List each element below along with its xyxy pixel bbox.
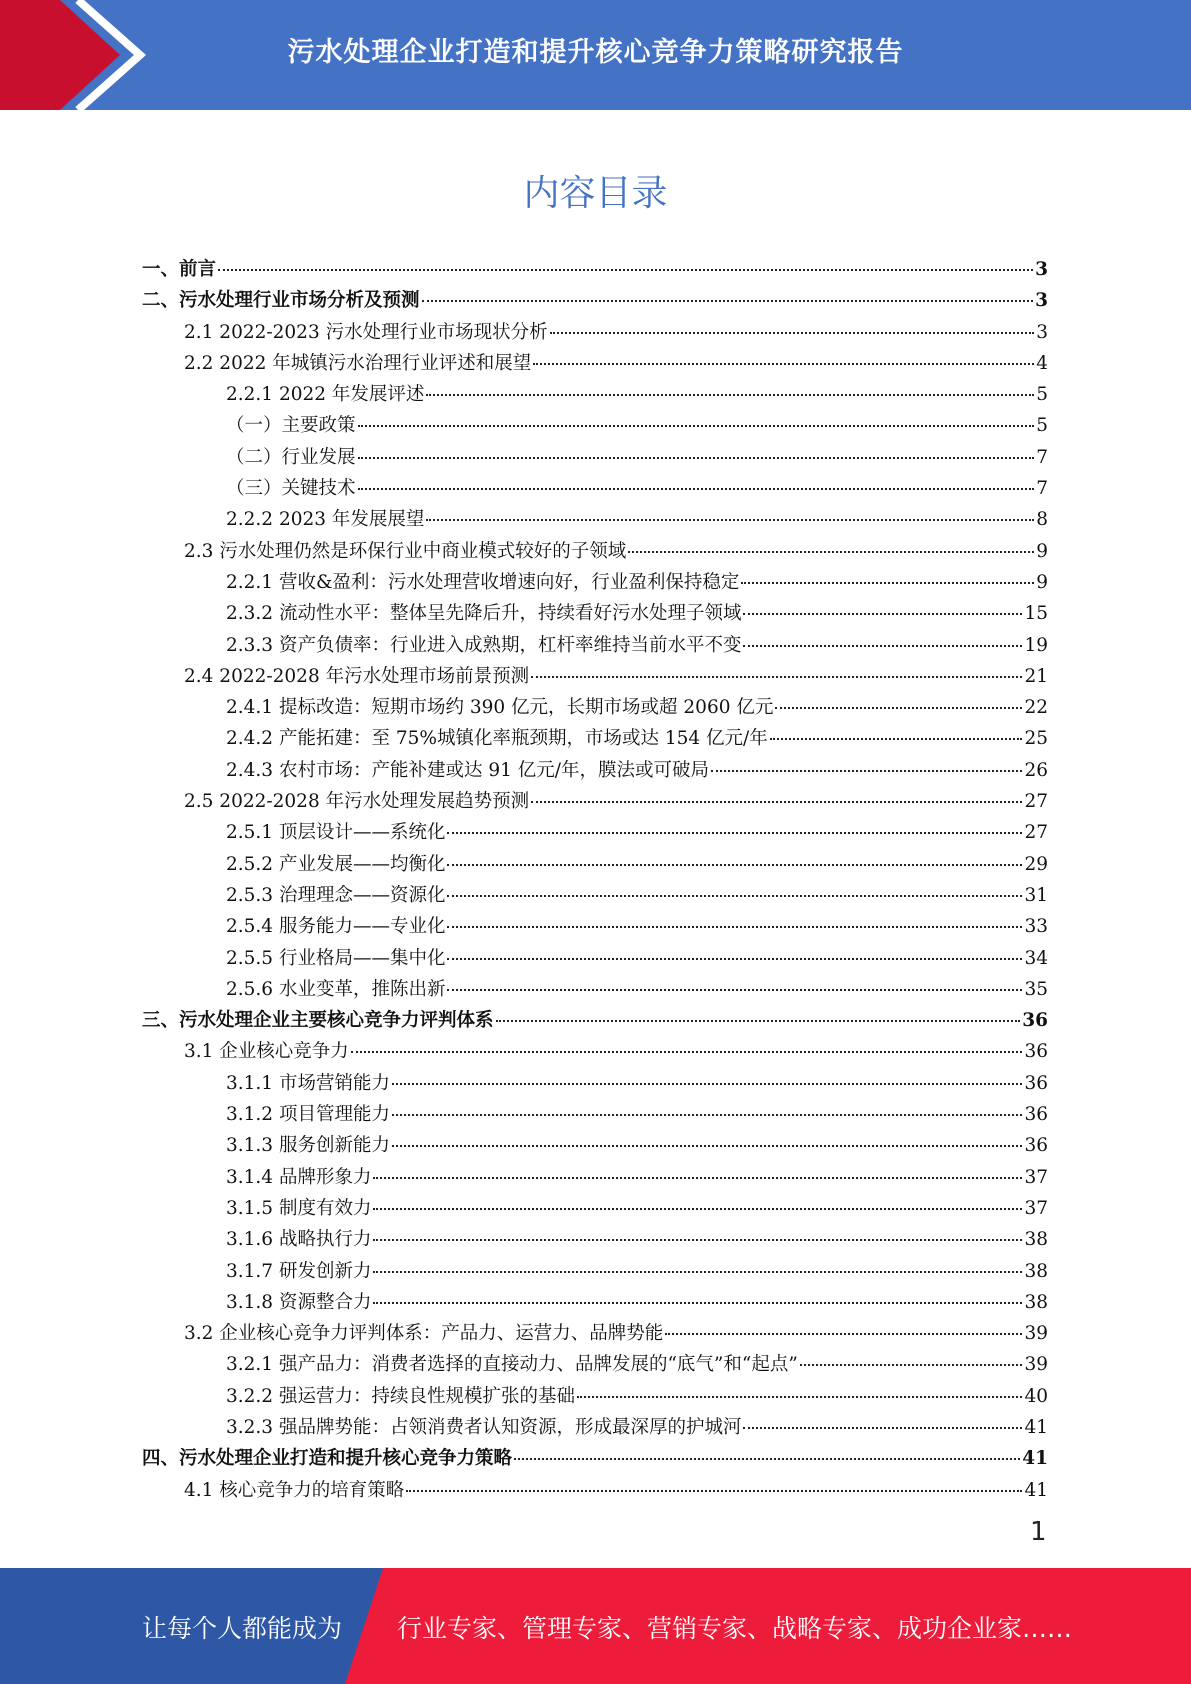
toc-dot-leader [447,908,1022,929]
toc-entry-title: 2.3.2 流动性水平：整体呈先降后升，持续看好污水处理子领域 [226,603,742,625]
toc-entry-title: 2.5.5 行业格局——集中化 [226,947,446,969]
toc-entry-page: 41 [1024,1416,1048,1438]
toc-dot-leader [358,438,1035,459]
toc-entry-page: 19 [1024,634,1048,656]
toc-dot-leader [373,1221,1022,1242]
toc-entry[interactable] [142,723,1048,754]
toc-entry-title: 2.5.4 服务能力——专业化 [226,916,446,938]
toc-dot-leader [373,1252,1022,1273]
toc-entry-title: 2.1 2022-2023 污水处理行业市场现状分析 [184,321,548,343]
toc-entry[interactable] [142,1318,1048,1349]
toc-entry[interactable] [142,536,1048,567]
toc-entry[interactable] [142,410,1048,441]
toc-entry-page: 36 [1024,1041,1048,1063]
toc-entry[interactable] [142,1162,1048,1193]
toc-entry[interactable] [142,379,1048,410]
toc-entry[interactable] [142,598,1048,629]
toc-entry-title: （二）行业发展 [226,446,356,468]
toc-entry-title: 四、污水处理企业打造和提升核心竞争力策略 [142,1448,513,1470]
toc-entry-page: 36 [1024,1104,1048,1126]
toc-entry-title: 3.1 企业核心竞争力 [184,1041,349,1063]
toc-entry-page: 36 [1022,1010,1048,1032]
toc-entry[interactable] [142,1130,1048,1161]
toc-entry-title: 2.2.2 2023 年发展展望 [226,509,425,531]
toc-entry[interactable] [142,1099,1048,1130]
toc-entry-page: 15 [1024,603,1048,625]
toc-dot-leader [406,1471,1022,1492]
toc-dot-leader [741,563,1034,584]
toc-entry[interactable] [142,1005,1048,1036]
toc-entry[interactable] [142,1381,1048,1412]
toc-entry[interactable] [142,1412,1048,1443]
toc-dot-leader [392,1064,1022,1085]
toc-dot-leader [351,1033,1023,1054]
toc-dot-leader [426,501,1034,522]
toc-dot-leader [447,845,1022,866]
toc-entry-page: 5 [1036,384,1048,406]
toc-entry-page: 35 [1024,978,1048,1000]
toc-heading: 内容目录 [523,173,668,214]
toc-entry-title: （三）关键技术 [226,478,356,500]
toc-entry-title: 2.5.6 水业变革，推陈出新 [226,978,446,1000]
toc-dot-leader [218,251,1033,272]
toc-entry-page: 8 [1036,509,1048,531]
toc-dot-leader [775,689,1022,710]
toc-entry-title: 二、污水处理行业市场分析及预测 [142,290,420,312]
toc-dot-leader [533,344,1034,365]
toc-entry[interactable] [142,504,1048,535]
toc-entry-page: 4 [1036,352,1048,374]
toc-dot-leader [358,470,1035,491]
toc-entry-page: 38 [1024,1229,1048,1251]
toc-entry-page: 33 [1024,916,1048,938]
page-number: 1 [1030,1517,1047,1547]
toc-dot-leader [800,1346,1023,1367]
toc-entry[interactable] [142,911,1048,942]
toc-dot-leader [447,939,1022,960]
toc-dot-leader [496,1002,1021,1023]
page-header [0,0,1191,110]
toc-entry[interactable] [142,348,1048,379]
toc-dot-leader [373,1283,1022,1304]
toc-entry[interactable] [142,817,1048,848]
toc-dot-leader [392,1096,1022,1117]
toc-entry[interactable] [142,786,1048,817]
toc-entry-page: 41 [1024,1479,1048,1501]
toc-entry-title: 三、污水处理企业主要核心竞争力评判体系 [142,1010,494,1032]
toc-entry-page: 3 [1035,259,1048,280]
toc-entry-title: 3.1.6 战略执行力 [226,1229,372,1251]
toc-entry[interactable] [142,1475,1048,1506]
toc-entry[interactable] [142,1193,1048,1224]
toc-entry-page: 26 [1024,759,1048,781]
toc-dot-leader [358,407,1035,428]
toc-entry-page: 39 [1024,1354,1048,1376]
toc-dot-leader [665,1315,1022,1336]
toc-entry-title: 一、前言 [142,259,217,280]
toc-entry-page: 36 [1024,1072,1048,1094]
table-of-contents [142,254,1048,1506]
footer-slogan-right: 行业专家、管理专家、营销专家、战略专家、成功企业家…… [397,1614,1073,1643]
toc-entry-page: 41 [1022,1448,1048,1470]
toc-entry[interactable] [142,661,1048,692]
toc-entry-title: 3.2 企业核心竞争力评判体系：产品力、运营力、品牌势能 [184,1323,664,1345]
toc-entry[interactable] [142,849,1048,880]
toc-entry-title: 2.4.1 提标改造：短期市场约 390 亿元，长期市场或超 2060 亿元 [226,697,774,719]
toc-entry[interactable] [142,974,1048,1005]
toc-entry-page: 9 [1036,540,1048,562]
toc-dot-leader [550,313,1035,334]
report-title: 污水处理企业打造和提升核心竞争力策略研究报告 [287,37,904,68]
toc-dot-leader [743,1408,1022,1429]
toc-entry-page: 39 [1024,1323,1048,1345]
toc-entry-page: 27 [1024,791,1048,813]
toc-entry[interactable] [142,285,1048,316]
toc-dot-leader [743,595,1022,616]
toc-dot-leader [373,1158,1022,1179]
toc-entry-page: 34 [1024,947,1048,969]
toc-entry[interactable] [142,567,1048,598]
toc-entry-title: 3.2.2 强运营力：持续良性规模扩张的基础 [226,1385,575,1407]
toc-entry-title: 2.4.2 产能拓建：至 75%城镇化率瓶颈期，市场或达 154 亿元/年 [226,728,768,750]
toc-entry-page: 37 [1024,1166,1048,1188]
toc-entry-title: 3.1.4 品牌形象力 [226,1166,372,1188]
page-footer [0,1568,1191,1684]
toc-dot-leader [447,814,1022,835]
toc-dot-leader [426,376,1034,397]
toc-entry-title: 3.1.1 市场营销能力 [226,1072,390,1094]
toc-dot-leader [711,751,1022,772]
toc-entry[interactable] [142,755,1048,786]
toc-entry[interactable] [142,943,1048,974]
toc-entry-title: 2.2 2022 年城镇污水治理行业评述和展望 [184,352,532,374]
toc-entry-page: 22 [1024,697,1048,719]
toc-entry-page: 29 [1024,853,1048,875]
toc-dot-leader [743,626,1022,647]
toc-entry-title: 3.1.5 制度有效力 [226,1197,372,1219]
toc-entry-title: 3.2.1 强产品力：消费者选择的直接动力、品牌发展的“底气”和“起点” [226,1354,798,1376]
toc-entry-page: 38 [1024,1260,1048,1282]
toc-entry-page: 9 [1036,571,1048,593]
toc-dot-leader [531,657,1022,678]
toc-entry-page: 40 [1024,1385,1048,1407]
toc-entry-page: 7 [1036,446,1048,468]
toc-entry-title: 3.1.7 研发创新力 [226,1260,372,1282]
toc-entry-page: 3 [1036,321,1048,343]
toc-entry-page: 3 [1035,290,1048,312]
toc-dot-leader [447,876,1022,897]
toc-entry[interactable] [142,1287,1048,1318]
toc-entry-page: 31 [1024,884,1048,906]
toc-entry[interactable] [142,1443,1048,1474]
toc-entry[interactable] [142,1068,1048,1099]
toc-entry[interactable] [142,1256,1048,1287]
toc-entry-title: 2.4.3 农村市场：产能补建或达 91 亿元/年，膜法或可破局 [226,759,709,781]
toc-entry-title: 3.2.3 强品牌势能：占领消费者认知资源，形成最深厚的护城河 [226,1416,742,1438]
toc-dot-leader [770,720,1023,741]
toc-entry[interactable] [142,692,1048,723]
toc-entry-page: 21 [1024,665,1048,687]
toc-dot-leader [531,783,1022,804]
toc-entry-title: 2.3 污水处理仍然是环保行业中商业模式较好的子领域 [184,540,627,562]
toc-entry-page: 7 [1036,478,1048,500]
toc-entry[interactable] [142,880,1048,911]
toc-entry[interactable] [142,630,1048,661]
toc-entry-title: 3.1.2 项目管理能力 [226,1104,390,1126]
toc-entry-page: 36 [1024,1135,1048,1157]
toc-entry-page: 25 [1024,728,1048,750]
toc-dot-leader [373,1189,1022,1210]
toc-entry-title: （一）主要政策 [226,415,356,437]
toc-entry[interactable] [142,317,1048,348]
toc-dot-leader [514,1440,1020,1461]
toc-dot-leader [447,970,1022,991]
toc-entry[interactable] [142,473,1048,504]
toc-entry-title: 2.4 2022-2028 年污水处理市场前景预测 [184,665,530,687]
toc-dot-leader [392,1127,1022,1148]
toc-entry[interactable] [142,1036,1048,1067]
toc-entry-title: 2.5 2022-2028 年污水处理发展趋势预测 [184,791,530,813]
toc-entry-page: 27 [1024,822,1048,844]
toc-entry-title: 2.5.3 治理理念——资源化 [226,884,446,906]
toc-entry-title: 2.5.1 顶层设计——系统化 [226,822,446,844]
toc-entry-title: 4.1 核心竞争力的培育策略 [184,1479,405,1501]
toc-entry-title: 3.1.8 资源整合力 [226,1291,372,1313]
toc-entry[interactable] [142,1349,1048,1380]
toc-entry-title: 2.2.1 营收&盈利：污水处理营收增速向好，行业盈利保持稳定 [226,571,740,593]
toc-entry-page: 37 [1024,1197,1048,1219]
toc-entry-page: 38 [1024,1291,1048,1313]
toc-entry-title: 3.1.3 服务创新能力 [226,1135,390,1157]
toc-dot-leader [577,1377,1022,1398]
toc-entry-page: 5 [1036,415,1048,437]
toc-dot-leader [628,532,1034,553]
toc-entry[interactable] [142,1224,1048,1255]
toc-entry-title: 2.3.3 资产负债率：行业进入成熟期，杠杆率维持当前水平不变 [226,634,742,656]
toc-entry[interactable] [142,442,1048,473]
footer-slogan-left: 让每个人都能成为 [142,1614,343,1643]
toc-entry[interactable] [142,254,1048,285]
toc-entry-title: 2.2.1 2022 年发展评述 [226,384,425,406]
toc-dot-leader [422,282,1034,303]
toc-entry-title: 2.5.2 产业发展——均衡化 [226,853,446,875]
